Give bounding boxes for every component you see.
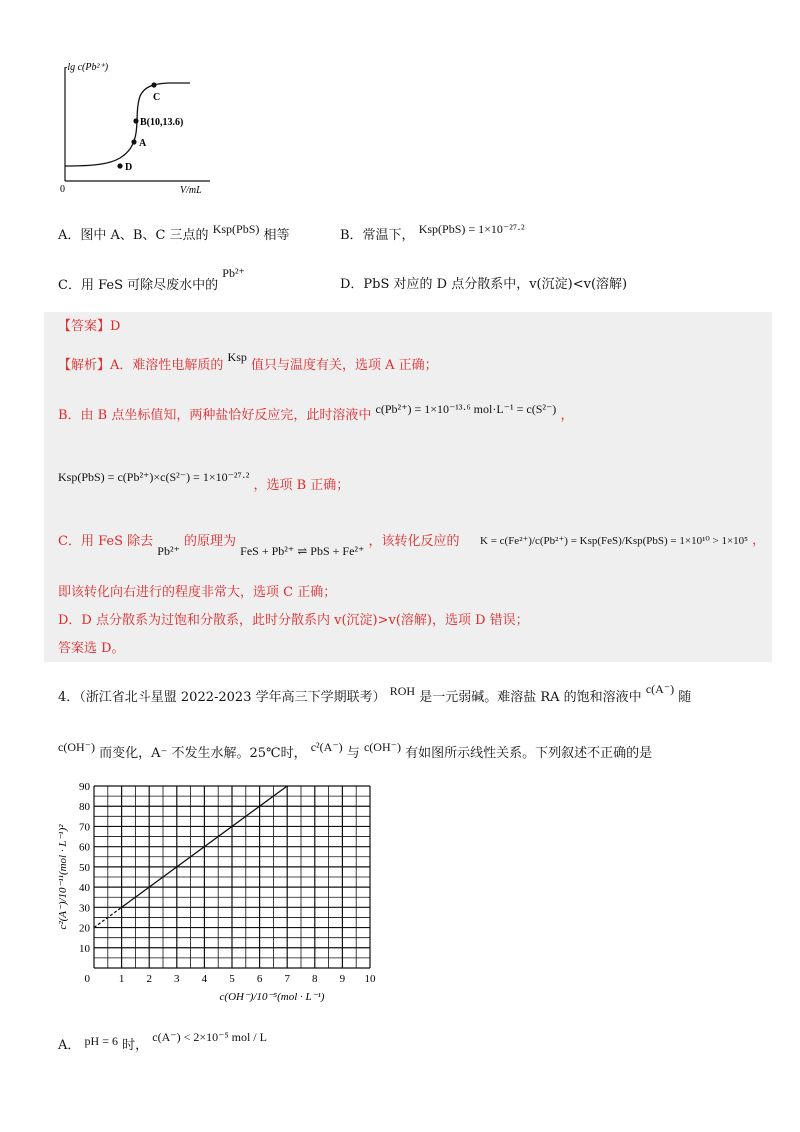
y-tick-label: 70: [79, 821, 90, 834]
analysis-b2: Ksp(PbS) = c(Pb²⁺)×c(S²⁻) = 1×10⁻²⁷·² ，选项 B 正确；: [58, 470, 350, 493]
y-tick-label: 10: [79, 942, 90, 955]
analysis-b: B．由 B 点坐标值知，两种盐恰好反应完，此时溶液中 c(Pb²⁺) = 1×10⁻¹³·⁶ mol·L⁻¹ = c(S²⁻) ，: [58, 402, 574, 423]
x-tick-label: 5: [229, 973, 235, 985]
analysis-c: C．用 FeS 除去 Pb²⁺ 的原理为 FeS + Pb²⁺ ⇌ PbS + Fe²⁺ ，该转化反应的: [58, 534, 460, 558]
q3-option-d: D．PbS 对应的 D 点分散系中，v(沉淀)<v(溶解): [340, 277, 628, 292]
analysis-d: D．D 点分散系为过饱和分散系，此时分散系内 v(沉淀)>v(溶解)，选项 D 错误；: [58, 613, 529, 628]
fig-origin: 0: [60, 184, 65, 195]
fig-x-label: V/mL: [180, 185, 202, 196]
y-tick-label: 60: [79, 841, 90, 854]
y-tick-label: 80: [79, 801, 90, 814]
fig-label-d: D: [125, 162, 133, 173]
x-tick-label: 1: [118, 973, 125, 985]
point-a: [131, 139, 136, 144]
pb-titration-figure: [50, 58, 220, 198]
fig-label-c: C: [153, 92, 161, 103]
fig-label-a: A: [139, 138, 147, 149]
x-tick-label: 7: [284, 973, 290, 985]
answer-line: 【答案】D: [58, 319, 121, 334]
ksp-value-math: Ksp(PbS) = 1×10⁻²⁷·²: [418, 222, 525, 236]
q4-line1: 4．（浙江省北斗星盟 2022-2023 学年高三下学期联考） ROH 是一元弱碱。难溶盐 RA 的饱和溶液中 c(A⁻) 随: [58, 682, 692, 705]
fig-label-b: B(10,13.6): [140, 117, 184, 128]
point-b: [133, 118, 138, 123]
q3-option-b: B．常温下， Ksp(PbS) = 1×10⁻²⁷·²: [340, 222, 525, 243]
origin-label: 0: [84, 973, 90, 985]
final-answer: 答案选 D。: [58, 641, 125, 656]
x-tick-label: 4: [201, 973, 208, 985]
x-tick-label: 10: [364, 973, 376, 985]
point-d: [117, 163, 122, 168]
q3-option-a: A．图中 A、B、C 三点的 Ksp(PbS) 相等: [58, 222, 290, 243]
y-tick-label: 50: [79, 861, 90, 874]
y-tick-label: 20: [79, 922, 90, 935]
analysis-c2: 即该转化向右进行的程度非常大，选项 C 正确；: [58, 585, 337, 600]
analysis-a: 【解析】A．难溶性电解质的 Ksp 值只与温度有关，选项 A 正确；: [58, 350, 438, 373]
y-tick-label: 40: [79, 882, 90, 895]
x-tick-label: 9: [339, 973, 346, 985]
fig-y-label: -lg c(Pb²⁺): [64, 62, 109, 73]
q3-option-c: C．用 FeS 可除尽废水中的 Pb²⁺: [58, 266, 245, 293]
ksp-pbs-math: Ksp(PbS): [212, 222, 260, 236]
y-axis-label: c²(A⁻)/10⁻¹¹(mol · L⁻¹)²: [57, 824, 69, 930]
x-tick-label: 2: [146, 973, 152, 985]
y-tick-label: 30: [79, 902, 90, 915]
q4-line2: c(OH⁻) 而变化，A⁻ 不发生水解。25℃时， c²(A⁻) 与 c(OH⁻) 有如图所示线性关系。下列叙述不正确的是: [58, 740, 653, 761]
point-c: [151, 82, 156, 87]
x-tick-label: 8: [312, 973, 318, 985]
x-axis-label: c(OH⁻)/10⁻⁵(mol · L⁻¹): [219, 991, 325, 1003]
x-tick-label: 3: [174, 973, 180, 985]
q4-option-a: A． pH = 6 时， c(A⁻) < 2×10⁻⁵ mol / L: [58, 1030, 267, 1053]
analysis-c-k: K = c(Fe²⁺)/c(Pb²⁺) = Ksp(FeS)/Ksp(PbS) = 1×10¹⁰ > 1×10⁵ ，: [480, 533, 766, 548]
pb-ion-math: Pb²⁺: [222, 266, 245, 280]
y-tick-label: 90: [79, 781, 90, 793]
q4-linear-chart: [40, 778, 400, 1008]
x-tick-label: 6: [256, 973, 263, 985]
